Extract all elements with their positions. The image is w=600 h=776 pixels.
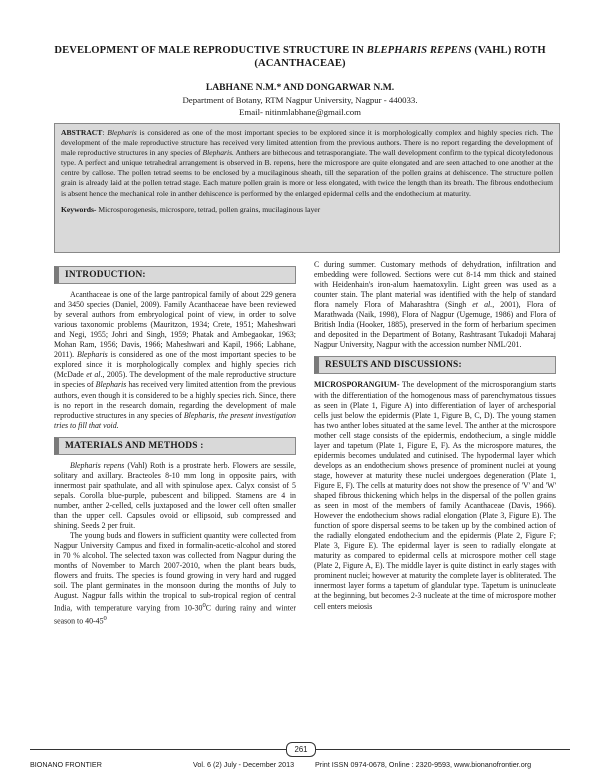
results-heading: RESULTS AND DISCUSSIONS: [314,356,556,374]
methods-heading: MATERIALS AND METHODS : [54,437,296,455]
microsporangium-paragraph: MICROSPORANGIUM- The development of the microsporangium starts with the differentiation of the homogenous mass of parenchymatous tissues as seen in (Plate 1, Figure A) into differentiation of layer of archesporial cells just below the epidermis (Plate 1, Figure B, C, D). The young stamen has two anther lobes situated at the same level. The anther at the microspore mother cell stage consists of the epidermis, endothecium, a single middle layer and tapetum (Plate 1, Figure E, F). As the microspore matures, the epidermis becomes undulated and cutinised. The hypodermal layer which develops as an endothecium shows presence of prominent nuclei at young stage, however at maturity these nuclei undergoes degeneration (Plate 1, Figure E, F). The cells at maturity does not show the presence of 'V' and 'W' shaped fibrous thickening which helps in the dispersal of the pollen grains as seen in most of the members of family Acanthaceae (Davis, 1966). However the endothecium shows radial elongation (Plate 3, Figure E). The function of spore dispersal seems to be taken up by the combined action of the radially elongated endothecium and the epidermis (Plate 2, Figure F; Plate 3, Figure E). The epidermal layer is seen to radially elongate at maturity as compared to epidermal cells at microspore mother cell stage (Plate 2, Figure A, E). The middle layer is quite distinct in early stages with prominent nuclei; however at maturity the complete layer is obliterated. The innermost layer forms a tapetum of glandular type. Tapetum is uninucleate at the beginning, but becomes 2-3 nucleate at the time of microspore mother cell enters meiosis [314,380,556,611]
right-column [314,260,556,612]
left-column [54,260,296,627]
abstract-box: ABSTRACT: Blepharis is considered as one of the most important species to be explored since it is morphologically complex and highly species rich. The development of the male reproductive structure has received very limited attention from the previous authors. There is no report regarding the development of male reproductive structures in any species of Blepharis. Anthers are bithecous and tetrasporangiate. The wall development confirm to the typical dicotyledonous type. A perfect and unique tetrahedral arrangement is observed in B. repens, here the microspore are quite elongated and are seen attached to one another at the centre by callose. The pollen tetrad seems to be enclosed by a mucilaginous sheath, till the separation of the pollen grains at dehiscence. The structure pollen grain is already laid at the pollen tetrad stage. Each mature pollen grain is more or less elongated, with twice the length than its breath. The fibrous endothecium is absent hence the mechanical role in anther dehiscence is performed by the enlarged epidermal cells and the endothecium at maturity. Keywords- Microsporogenesis, microspore, tetrad, pollen grains, mucilaginous layer [54,123,560,253]
intro-heading: INTRODUCTION: [54,266,296,284]
page-number: 261 [286,742,316,757]
affiliation: Department of Botany, RTM Nagpur University, Nagpur - 440033. [182,95,418,105]
methods-continued: C during summer. Customary methods of dehydration, infiltration and embedding were followed. Sections were cut 8-14 mm thick and stained with Heidenhain's iron-alum haematoxylin. Light green was used as a counter stain. The plant material was identified with the help of standard flora namely Flora of Maharashtra (Singh et al., 2001), Flora of Marathwada (Naik, 1998), Flora of Nagpur (Ugemuge, 1986) and Flora of British India (Hooker, 1885), preserved in the form of herbarium specimen and deposited in the Department of Botany, Rashtrasant Tukadoji Maharaj Nagpur University, Nagpur with the accession number NML/201. [314,260,556,350]
abstract-label: ABSTRACT [61,128,103,137]
journal-issn: Print ISSN 0974-0678, Online : 2320-9593, www.bionanofrontier.org [315,760,532,769]
journal-volume: Vol. 6 (2) July - December 2013 [193,760,295,769]
paper-title: DEVELOPMENT OF MALE REPRODUCTIVE STRUCTURE IN BLEPHARIS REPENS (VAHL) ROTH (ACANTHACEAE) [54,45,546,69]
journal-name: BIONANO FRONTIER [30,760,102,769]
authors: LABHANE N.M.* AND DONGARWAR N.M. [205,82,395,93]
methods-paragraph-1: Blepharis repens (Vahl) Roth is a prostrate herb. Flowers are sessile, solitary and axillary. Bracteoles 8-10 mm long in opposite pairs, with innermost pair spathulate, and all with spinulose apex. Calyx consist of 5 sepals. Corolla blue-purple, pubescent and bilipped. Stamens are 4 in number, anther 2-celled, cells juxtaposed and the lower cell often smaller than the upper cell. Capsules ovoid or ellipsoid, sub compressed and shining. Seeds 2 per fruit. [54,460,296,531]
keywords: Keywords- Microsporogenesis, microspore, tetrad, pollen grains, mucilaginous layer [61,204,321,214]
author-email: Email- nitinmlabhane@gmail.com [239,107,361,117]
intro-paragraph: Acanthaceae is one of the large pantropical family of about 229 genera and 3450 species (Daniel, 2009). Family Acanthaceae have been reviewed by several authors from embryological point of view, in order to solve various taxonomic problems (Mauritzon, 1934; Crete, 1951; Maheshwari and Negi, 1955; Johri and Singh, 1959; Phatak and Ambegaokar, 1963; Mohan Ram, 1956; Davis, 1966; Maheshwari and Kapil, 1966; Labhane, 2011). Blepharis is considered as one of the most important species to be explored since it is morphologically complex and highly species rich (McDade et al., 2005). The development of the male reproductive structure in species of Blepharis has received very limited attention from the previous authors, even though it is considered to be a highly species rich. Since, there is no report in the research domain, regarding the development of male reproductive structures in any species of Blepharis, the present investigation tries to fill that void. [54,290,297,430]
methods-paragraph-2: The young buds and flowers in sufficient quantity were collected from Nagpur University Campus and fixed in formalin-acetic-alcohol and stored in 70 % alcohol. The selected taxon was collected from Nagpur during the months of November to March 2007-2010, when the plant bears buds, flowers and fruits. The species is found growing in very hard and rugged soil. The plant germinates in the monsoon during the months of July to August. Nagpur falls within the tropical to sub-tropical region of central India, with temperature varying from $10-30^0C$ during rainy and winter season to $40-45^0$ [54,531,296,626]
